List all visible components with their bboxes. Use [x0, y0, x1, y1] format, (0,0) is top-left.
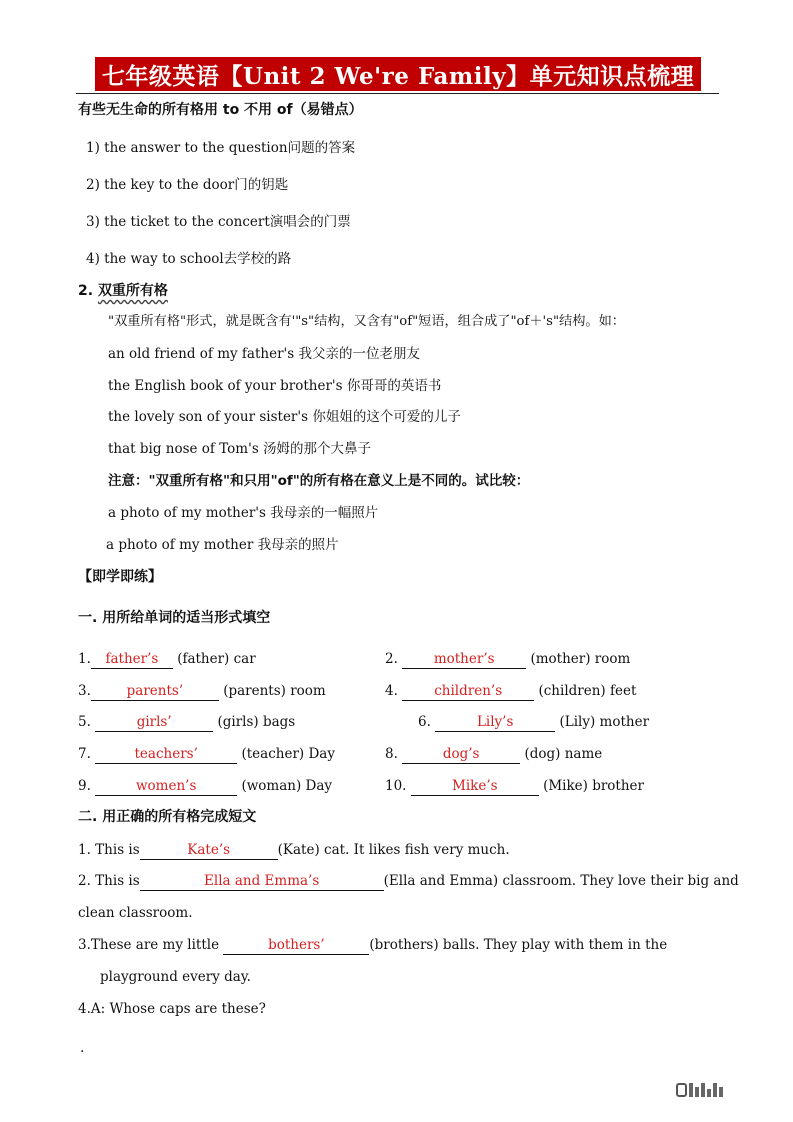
exercise1-item-10: 10. Mike’s (Mike) brother	[385, 778, 644, 794]
answer-blank[interactable]: bothers’	[223, 937, 369, 955]
section1-item-3: 3) the ticket to the concert演唱会的门票	[86, 214, 351, 230]
exercise2-heading: 二. 用正确的所有格完成短文	[78, 809, 257, 825]
exercise1-item-4: 4. children’s (children) feet	[385, 683, 637, 699]
section2-example-2: the English book of your brother's 你哥哥的英语书	[108, 378, 442, 394]
section2-example-1: an old friend of my father's 我父亲的一位老朋友	[108, 346, 420, 362]
exercise1-item-6: 6. Lily’s (Lily) mother	[418, 714, 650, 730]
answer-blank[interactable]: parents’	[91, 683, 219, 701]
exercise1-item-2: 2. mother’s (mother) room	[385, 651, 631, 667]
answer-blank[interactable]: teachers’	[95, 746, 237, 764]
answer-blank[interactable]: women’s	[95, 778, 237, 796]
answer-blank[interactable]: dog’s	[402, 746, 520, 764]
section1-heading: 有些无生命的所有格用 to 不用 of（易错点）	[78, 102, 363, 118]
exercise1-item-7: 7. teachers’ (teacher) Day	[78, 746, 335, 762]
exercise2-question-4: 4.A: Whose caps are these?	[78, 1001, 266, 1017]
answer-blank[interactable]: Kate’s	[140, 842, 278, 860]
exercise2-question-3-continued: playground every day.	[100, 969, 251, 985]
section2-example-3: the lovely son of your sister's 你姐姐的这个可爱的儿子	[108, 409, 461, 425]
answer-blank[interactable]: girls’	[95, 714, 213, 732]
exercise1-heading: 一. 用所给单词的适当形式填空	[78, 610, 271, 626]
answer-blank[interactable]: father’s	[91, 651, 173, 669]
answer-blank[interactable]: Lily’s	[435, 714, 555, 732]
section2-number: 2.	[78, 283, 94, 299]
section1-item-2: 2) the key to the door门的钥匙	[86, 177, 289, 193]
exercise1-item-8: 8. dog’s (dog) name	[385, 746, 603, 762]
exercise1-item-3: 3. parents’ (parents) room	[78, 683, 326, 699]
exercise1-item-1: 1. father’s (father) car	[78, 651, 256, 667]
section2-title: 双重所有格	[97, 283, 168, 299]
exercise1-item-5: 5. girls’ (girls) bags	[78, 714, 296, 730]
compare-example-2: a photo of my mother 我母亲的照片	[106, 537, 339, 553]
answer-blank[interactable]: Ella and Emma’s	[140, 873, 384, 891]
section2-note: 注意："双重所有格"和只用"of"的所有格在意义上是不同的。试比较：	[108, 473, 530, 489]
section1-item-1: 1) the answer to the question问题的答案	[86, 140, 356, 156]
watermark-logo-icon	[676, 1083, 723, 1097]
exercise2-question-3: 3.These are my little bothers’ (brothers) balls. They play with them in the	[78, 937, 668, 953]
title-divider	[76, 93, 719, 94]
exercise1-item-9: 9. women’s (woman) Day	[78, 778, 333, 794]
exercise2-question-1: 1. This is Kate’s (Kate) cat. It likes fish very much.	[78, 842, 510, 858]
section1-item-4: 4) the way to school去学校的路	[86, 251, 292, 267]
answer-blank[interactable]: Mike’s	[411, 778, 539, 796]
exercise2-question-2-continued: clean classroom.	[78, 905, 193, 921]
answer-blank[interactable]: children’s	[402, 683, 534, 701]
section2-heading	[78, 282, 168, 300]
answer-blank[interactable]: mother’s	[402, 651, 526, 669]
trailing-mark: .	[80, 1040, 85, 1056]
practice-heading: 【即学即练】	[78, 569, 162, 585]
compare-example-1: a photo of my mother's 我母亲的一幅照片	[108, 505, 379, 521]
exercise2-question-2: 2. This is Ella and Emma’s (Ella and Emma) classroom. They love their big and	[78, 873, 739, 889]
section2-intro: "双重所有格"形式，就是既含有'"s"结构，又含有"of"短语，组合成了"of＋'s"结构。如：	[108, 314, 625, 329]
document-title: 七年级英语【Unit 2 We're Family】单元知识点梳理	[95, 57, 701, 91]
section2-example-4: that big nose of Tom's 汤姆的那个大鼻子	[108, 441, 372, 457]
